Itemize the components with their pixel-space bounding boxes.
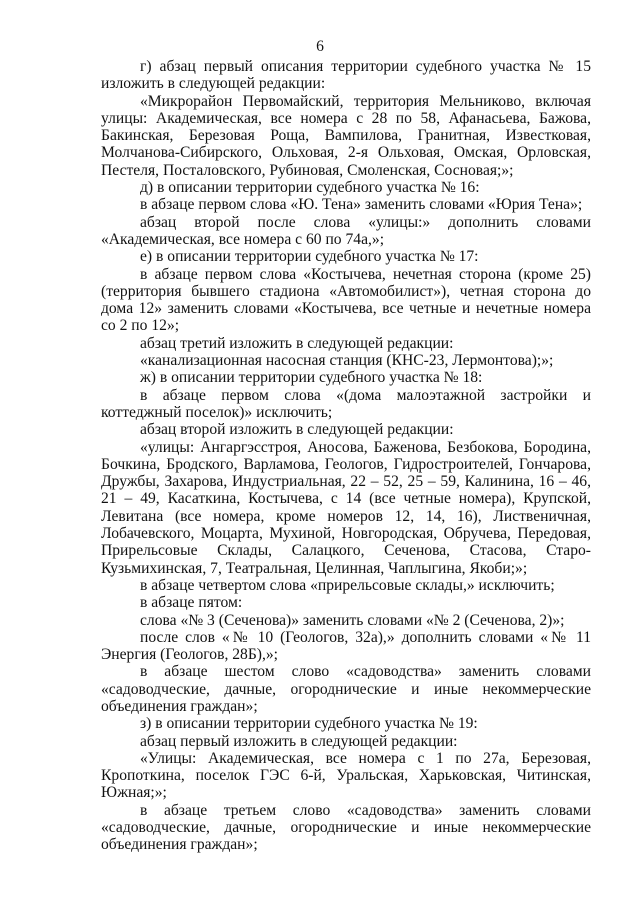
paragraph-8: абзац третий изложить в следующей редакции: — [140, 334, 454, 352]
paragraph-4: в абзаце первом слова «Ю. Тена» заменить словами «Юрия Тена»; — [140, 196, 583, 214]
paragraph-6: е) в описании территории судебного участка № 17: — [140, 248, 479, 266]
page-number: 6 — [316, 38, 324, 55]
paragraph-14: в абзаце четвертом слова «прирельсовые склады,» исключить; — [140, 576, 555, 594]
paragraph-13: «улицы: Ангаргэсстроя, Аносова, Баженова, Безбокова, Бородина, Бочкина, Бродского, Варламова, Геологов, Гидростроителей, Гончарова, Дружбы, Захарова, Индустриальная, 22 – 52, 25 – 59, Калинина, 16 – 46, 21 – 49, Касаткина, Костычева, с 14 (все четные номера), Крупской, Левитана (все номера, кроме номеров 12, 14, 16), Лиственичная, Лобачевского, Моцарта, Мухиной, Новгородская, Обручева, Передовая, Прирельсовые Склады, Салацкого, Сеченова, Стасова, Старо-Кузьмихинская, 7, Театральная, Целинная, Чаплыгина, Якоби;»; — [101, 438, 591, 577]
paragraph-16: слова «№ 3 (Сеченова)» заменить словами «№ 2 (Сеченова, 2)»; — [140, 611, 565, 629]
paragraph-11: в абзаце первом слова «(дома малоэтажной застройки и коттеджный поселок)» исключить; — [101, 386, 591, 421]
paragraph-18: в абзаце шестом слово «садоводства» заменить словами «садоводческие, дачные, огороднические и иные некоммерческие объединения граждан»; — [101, 663, 591, 715]
paragraph-20: абзац первый изложить в следующей редакции: — [140, 732, 458, 750]
paragraph-15: в абзаце пятом: — [140, 594, 243, 612]
paragraph-5: абзац второй после слова «улицы:» дополнить словами «Академическая, все номера с 60 по 74а,»; — [101, 213, 591, 248]
paragraph-21: «Улицы: Академическая, все номера с 1 по 27а, Березовая, Кропоткина, поселок ГЭС 6-й, Уральская, Харьковская, Читинская, Южная;»; — [101, 749, 591, 802]
paragraph-3: д) в описании территории судебного участка № 16: — [140, 179, 480, 197]
paragraph-7: в абзаце первом слова «Костычева, нечетная сторона (кроме 25) (территория бывшего стадиона «Автомобилист»), четная сторона до дома 12» заменить словами «Костычева, все четные и нечетные номера со 2 по 12»; — [101, 265, 591, 335]
paragraph-12: абзац второй изложить в следующей редакции: — [140, 421, 454, 439]
paragraph-17: после слов «№ 10 (Геологов, 32а),» дополнить словами «№ 11 Энергия (Геологов, 28Б),»; — [101, 628, 591, 664]
paragraph-1: г) абзац первый описания территории судебного участка № 15 изложить в следующей редакции: — [101, 58, 591, 93]
paragraph-10: ж) в описании территории судебного участка № 18: — [140, 369, 483, 387]
paragraph-9: «канализационная насосная станция (КНС-23, Лермонтова);»; — [140, 352, 554, 370]
document-body — [101, 58, 591, 854]
paragraph-22: в абзаце третьем слово «садоводства» заменить словами «садоводческие, дачные, огороднические и иные некоммерческие объединения граждан»; — [101, 801, 591, 854]
paragraph-2: «Микрорайон Первомайский, территория Мельниково, включая улицы: Академическая, все номера с 28 по 58, Афанасьева, Бажова, Бакинская, Березовая Роща, Вампилова, Гранитная, Известковая, Молчанова-Сибирского, Ольховая, 2-я Ольховая, Омская, Орловская, Пестеля, Посталовского, Рубиновая, Смоленская, Сосновая;»; — [101, 92, 591, 179]
paragraph-19: з) в описании территории судебного участка № 19: — [140, 715, 478, 733]
